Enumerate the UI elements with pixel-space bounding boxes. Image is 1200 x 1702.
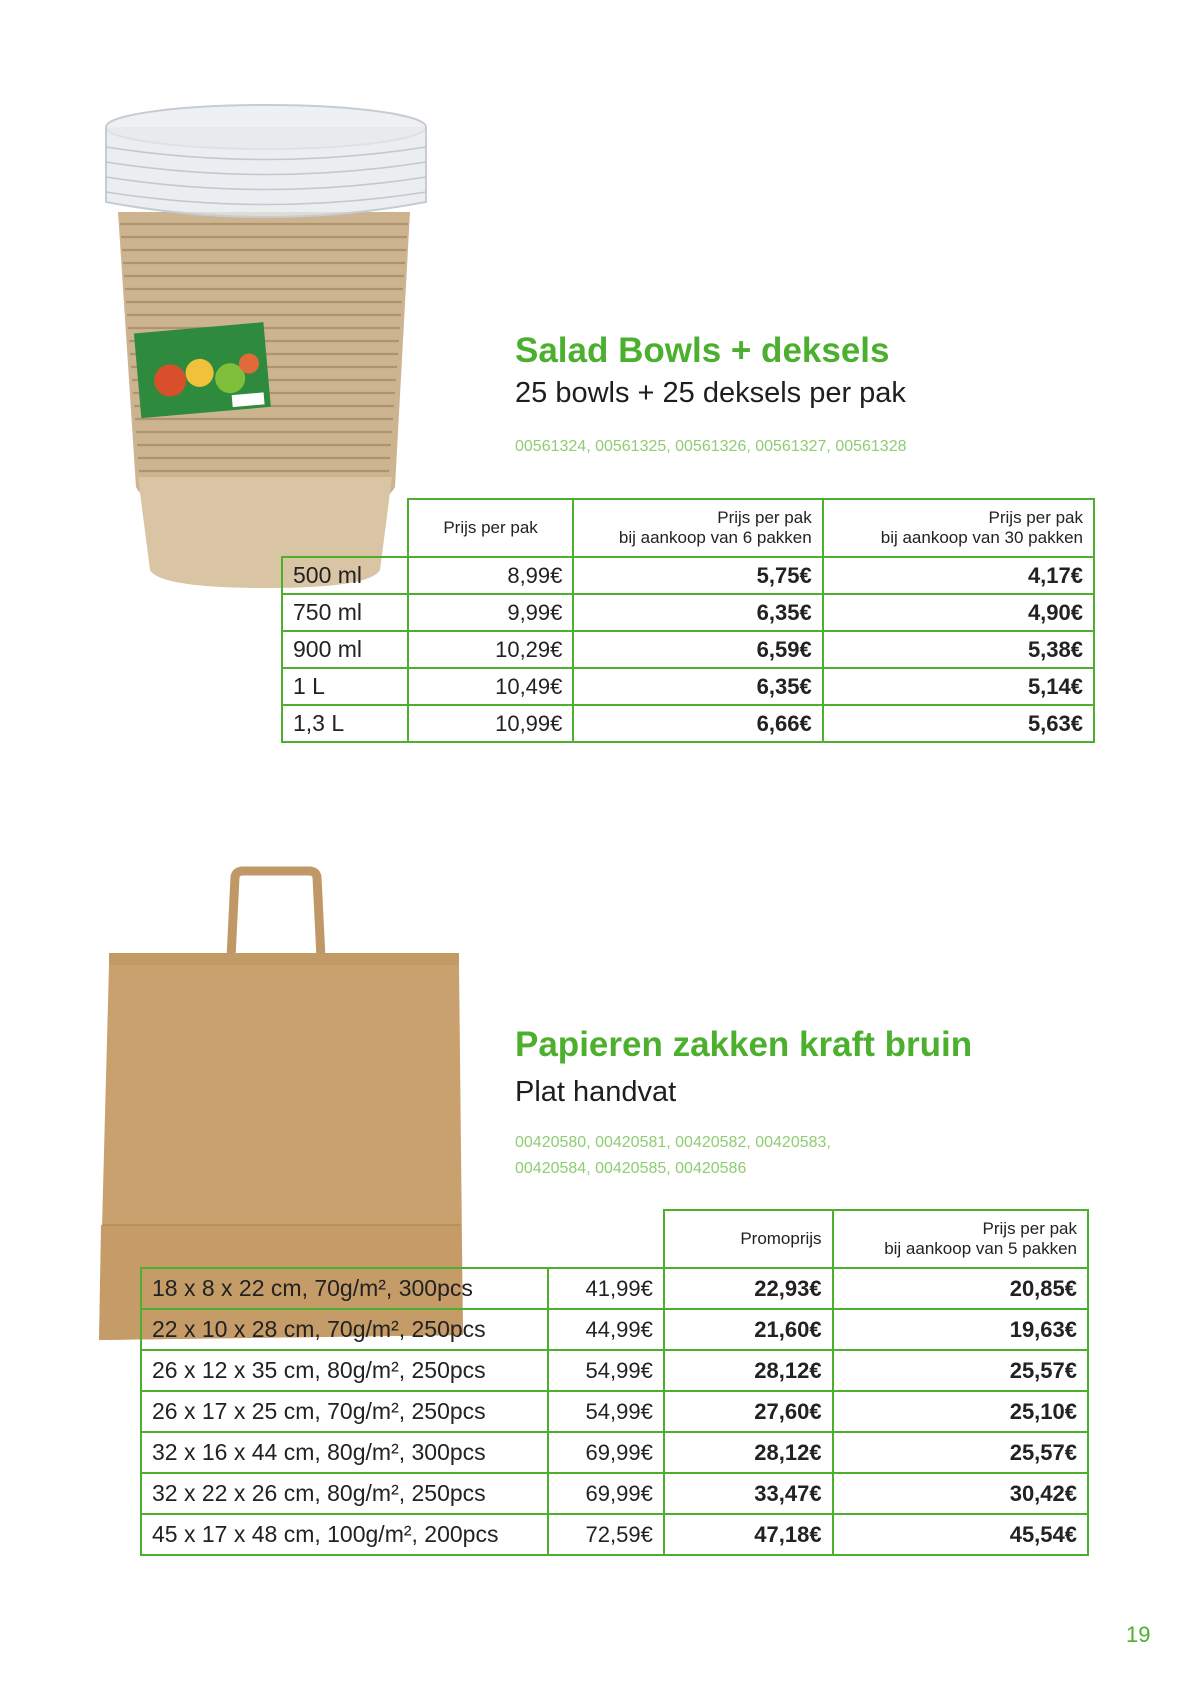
column-header: Promoprijs	[664, 1210, 833, 1268]
price-6-cell: 6,66€	[573, 705, 822, 742]
promo-price-cell: 47,18€	[664, 1514, 833, 1555]
size-cell: 32 x 16 x 44 cm, 80g/m², 300pcs	[141, 1432, 548, 1473]
size-cell: 900 ml	[282, 631, 408, 668]
article-codes: 00420580, 00420581, 00420582, 00420583,	[515, 1134, 831, 1151]
price-cell: 44,99€	[548, 1309, 664, 1350]
price-cell: 41,99€	[548, 1268, 664, 1309]
size-cell: 22 x 10 x 28 cm, 70g/m², 250pcs	[141, 1309, 548, 1350]
price-30-cell: 5,38€	[823, 631, 1094, 668]
price-5-cell: 25,57€	[833, 1350, 1088, 1391]
price-5-cell: 30,42€	[833, 1473, 1088, 1514]
product-subtitle: Plat handvat	[515, 1076, 677, 1108]
price-30-cell: 4,90€	[823, 594, 1094, 631]
price-6-cell: 5,75€	[573, 557, 822, 594]
table-row	[141, 1309, 1088, 1350]
size-cell: 45 x 17 x 48 cm, 100g/m², 200pcs	[141, 1514, 548, 1555]
price-5-cell: 25,10€	[833, 1391, 1088, 1432]
page-number: 19	[1126, 1622, 1151, 1647]
price-cell: 69,99€	[548, 1432, 664, 1473]
size-cell: 500 ml	[282, 557, 408, 594]
table-row	[282, 631, 1094, 668]
column-header: Prijs per pak bij aankoop van 30 pakken	[823, 499, 1094, 557]
price-cell: 54,99€	[548, 1350, 664, 1391]
price-5-cell: 19,63€	[833, 1309, 1088, 1350]
price-30-cell: 5,63€	[823, 705, 1094, 742]
price-cell: 10,99€	[408, 705, 574, 742]
article-codes: 00420584, 00420585, 00420586	[515, 1160, 747, 1177]
column-header: Prijs per pak bij aankoop van 6 pakken	[573, 499, 822, 557]
product-title: Salad Bowls + deksels	[515, 331, 890, 370]
price-cell: 9,99€	[408, 594, 574, 631]
table-row	[282, 668, 1094, 705]
price-cell: 69,99€	[548, 1473, 664, 1514]
price-table-paper-bags	[140, 1209, 1089, 1556]
size-cell: 32 x 22 x 26 cm, 80g/m², 250pcs	[141, 1473, 548, 1514]
table-row	[141, 1268, 1088, 1309]
price-5-cell: 20,85€	[833, 1268, 1088, 1309]
price-cell: 10,49€	[408, 668, 574, 705]
price-table-salad-bowls	[281, 498, 1095, 743]
price-5-cell: 45,54€	[833, 1514, 1088, 1555]
promo-price-cell: 33,47€	[664, 1473, 833, 1514]
table-row	[282, 705, 1094, 742]
table-row	[141, 1350, 1088, 1391]
price-5-cell: 25,57€	[833, 1432, 1088, 1473]
size-cell: 1 L	[282, 668, 408, 705]
promo-price-cell: 28,12€	[664, 1350, 833, 1391]
size-cell: 1,3 L	[282, 705, 408, 742]
table-row	[141, 1514, 1088, 1555]
column-header: Prijs per pak bij aankoop van 5 pakken	[833, 1210, 1088, 1268]
table-header-row	[141, 1210, 1088, 1268]
table-header-row	[282, 499, 1094, 557]
price-cell: 54,99€	[548, 1391, 664, 1432]
promo-price-cell: 28,12€	[664, 1432, 833, 1473]
price-30-cell: 4,17€	[823, 557, 1094, 594]
price-6-cell: 6,35€	[573, 668, 822, 705]
product-title: Papieren zakken kraft bruin	[515, 1025, 973, 1064]
table-row	[141, 1432, 1088, 1473]
table-row	[141, 1391, 1088, 1432]
table-row	[282, 594, 1094, 631]
promo-price-cell: 22,93€	[664, 1268, 833, 1309]
promo-price-cell: 27,60€	[664, 1391, 833, 1432]
price-cell: 10,29€	[408, 631, 574, 668]
price-6-cell: 6,35€	[573, 594, 822, 631]
column-header: Prijs per pak	[408, 499, 574, 557]
price-cell: 8,99€	[408, 557, 574, 594]
table-row	[141, 1473, 1088, 1514]
price-cell: 72,59€	[548, 1514, 664, 1555]
size-cell: 26 x 12 x 35 cm, 80g/m², 250pcs	[141, 1350, 548, 1391]
table-row	[282, 557, 1094, 594]
product-subtitle: 25 bowls + 25 deksels per pak	[515, 377, 906, 409]
promo-price-cell: 21,60€	[664, 1309, 833, 1350]
size-cell: 18 x 8 x 22 cm, 70g/m², 300pcs	[141, 1268, 548, 1309]
price-6-cell: 6,59€	[573, 631, 822, 668]
size-cell: 750 ml	[282, 594, 408, 631]
article-codes: 00561324, 00561325, 00561326, 00561327, 00561328	[515, 438, 907, 455]
price-30-cell: 5,14€	[823, 668, 1094, 705]
size-cell: 26 x 17 x 25 cm, 70g/m², 250pcs	[141, 1391, 548, 1432]
